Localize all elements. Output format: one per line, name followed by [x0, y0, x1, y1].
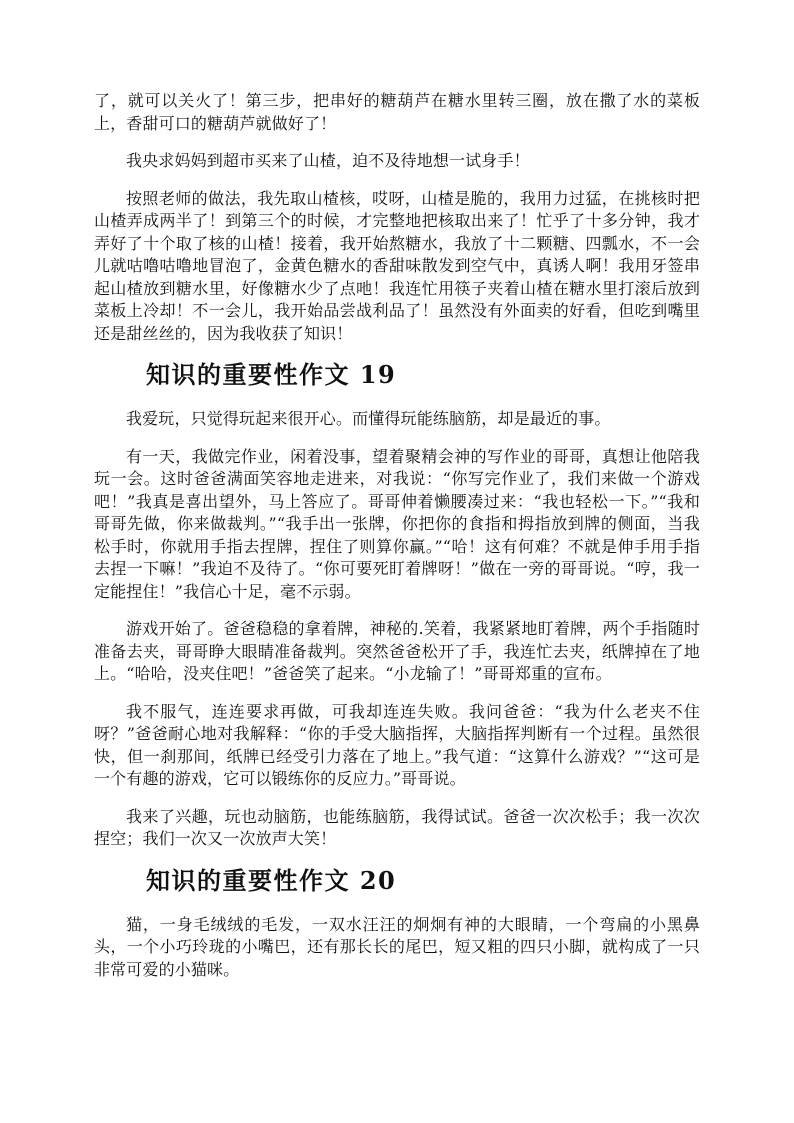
paragraph: 我央求妈妈到超市买来了山楂，迫不及待地想一试身手！ [126, 151, 530, 170]
paragraph: 我爱玩，只觉得玩起来很开心。而懂得玩能练脑筋，却是最近的事。 [126, 409, 611, 428]
paragraph: 按照老师的做法，我先取山楂核，哎呀，山楂是脆的，我用力过猛，在挑核时把山楂弄成两半了！到第三个的时候，才完整地把核取出来了！忙乎了十多分钟，我才弄好了十个取了核的山楂！接着，我开始熬糖水，我放了十二颗糖、四瓢水，不一会儿就咕噜咕噜地冒泡了，金黄色糖水的香甜味散发到空气中，真诱人啊！我用牙签串起山楂放到糖水里，好像糖水少了点吔！我连忙用筷子夹着山楂在糖水里打滚后放到菜板上冷却！不一会儿，我开始品尝战利品了！虽然没有外面卖的好看，但吃到嘴里还是甜丝丝的，因为我收获了知识！ [94, 188, 700, 343]
paragraph: 猫，一身毛绒绒的毛发，一双水汪汪的炯炯有神的大眼睛，一个弯扁的小黑鼻头，一个小巧玲珑的小嘴巴，还有那长长的尾巴，短又粗的四只小脚，就构成了一只非常可爱的小猫咪。 [94, 914, 700, 979]
paragraph-continuation: 了，就可以关火了！第三步，把串好的糖葫芦在糖水里转三圈，放在撒了水的菜板上，香甜可口的糖葫芦就做好了！ [94, 91, 700, 133]
paragraph: 我来了兴趣，玩也动脑筋，也能练脑筋，我得试试。爸爸一次次松手；我一次次捏空；我们一次又一次放声大笑！ [94, 806, 700, 848]
section-heading-19: 知识的重要性作文 19 [146, 360, 397, 389]
paragraph: 游戏开始了。爸爸稳稳的拿着牌，神秘的.笑着，我紧紧地盯着牌，两个手指随时准备去夹，哥哥睁大眼睛准备裁判。突然爸爸松开了手，我连忙去夹，纸牌掉在了地上。“哈哈，没夹住吧！”爸爸笑了起来。“小龙输了！”哥哥郑重的宣布。 [94, 619, 700, 683]
paragraph: 我不服气，连连要求再做，可我却连连失败。我问爸爸：“我为什么老夹不住呀？”爸爸耐心地对我解释：“你的手受大脑指挥，大脑指挥判断有一个过程。虽然很快，但一刹那间，纸牌已经受引力落在了地上。”我气道：“这算什么游戏？”“这可是一个有趣的游戏，它可以锻练你的反应力。”哥哥说。 [94, 701, 700, 788]
document-page [94, 90, 700, 996]
paragraph: 有一天，我做完作业，闲着没事，望着聚精会神的写作业的哥哥，真想让他陪我玩一会。这时爸爸满面笑容地走进来，对我说：“你写完作业了，我们来做一个游戏吧！”我真是喜出望外，马上答应了。哥哥伸着懒腰凑过来：“我也轻松一下。”“我和哥哥先做，你来做裁判。”“我手出一张牌，你把你的食指和拇指放到牌的侧面，当我松手时，你就用手指去捏牌，捏住了则算你赢。”“哈！这有何难？不就是伸手用手指去捏一下嘛！”我迫不及待了。“你可要死盯着牌呀！”做在一旁的哥哥说。“哼，我一定能捏住！”我信心十足，毫不示弱。 [94, 446, 700, 601]
section-heading-20: 知识的重要性作文 20 [146, 865, 397, 895]
